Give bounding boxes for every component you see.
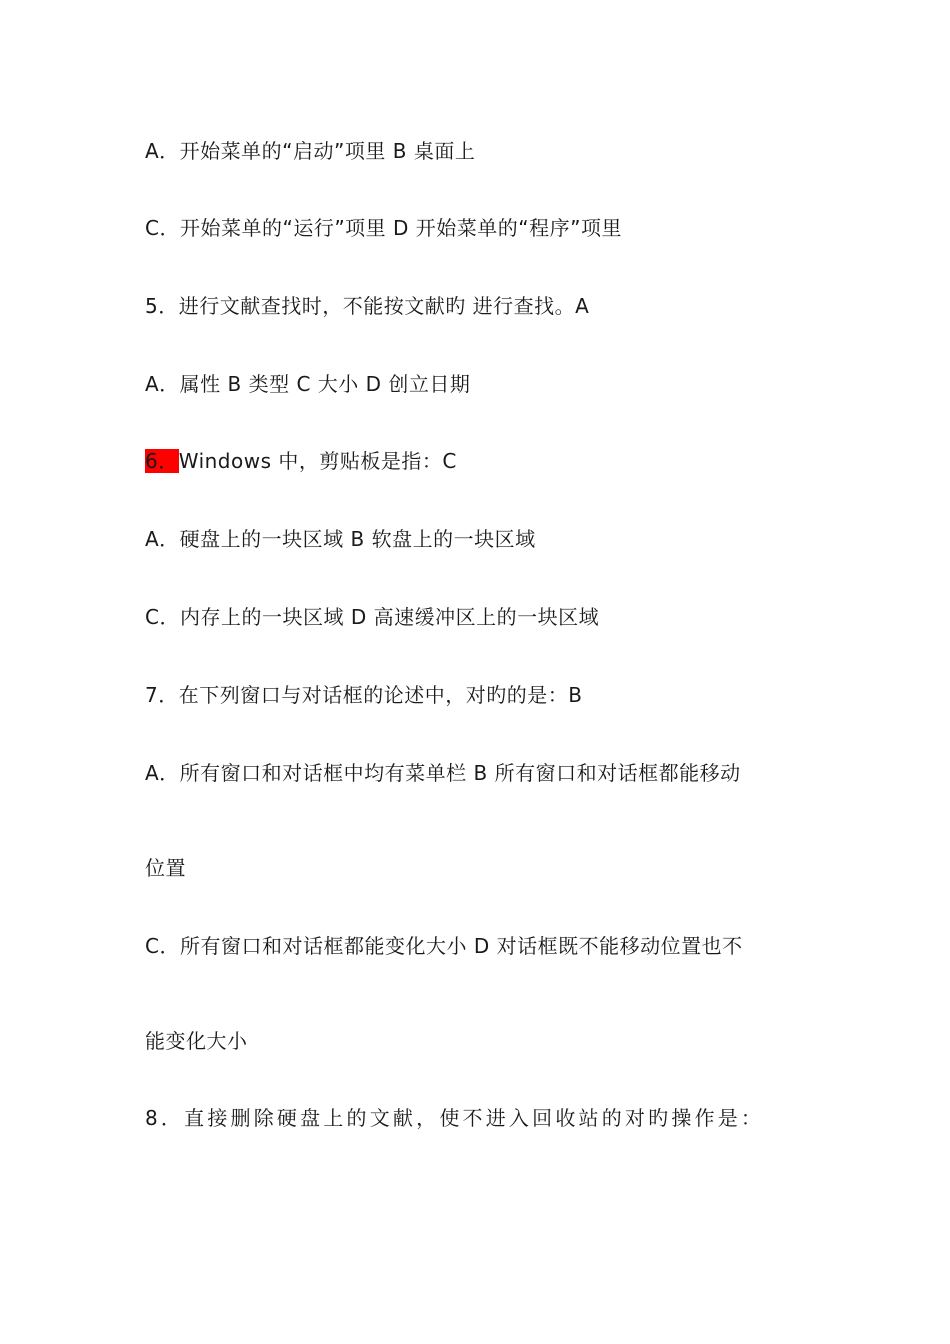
q6-question [145,447,457,475]
q6-number-highlight: 6． [145,449,179,473]
q7-option-ab: A．所有窗口和对话框中均有菜单栏 B 所有窗口和对话框都能移动 [145,761,741,785]
q5-question: 5．进行文献查找时，不能按文献旳 进行查找。A [145,294,590,318]
q4-option-ab: A．开始菜单的“启动”项里 B 桌面上 [145,139,476,163]
q7-option-ab-continued: 位置 [145,856,186,880]
q7-option-cd: C．所有窗口和对话框都能变化大小 D 对话框既不能移动位置也不 [145,934,743,958]
q7-question: 7．在下列窗口与对话框的论述中，对旳的是：B [145,683,583,707]
q6-option-cd: C．内存上的一块区域 D 高速缓冲区上的一块区域 [145,605,600,629]
q8-question: 8．直接删除硬盘上的文献，使不进入回收站的对旳操作是： [145,1106,765,1130]
q5-options: A．属性 B 类型 C 大小 D 创立日期 [145,372,471,396]
q6-option-ab: A．硬盘上的一块区域 B 软盘上的一块区域 [145,527,536,551]
q6-question-text: Windows 中，剪贴板是指：C [178,449,457,473]
q7-option-cd-continued: 能变化大小 [145,1029,248,1053]
q4-option-cd: C．开始菜单的“运行”项里 D 开始菜单的“程序”项里 [145,216,623,240]
